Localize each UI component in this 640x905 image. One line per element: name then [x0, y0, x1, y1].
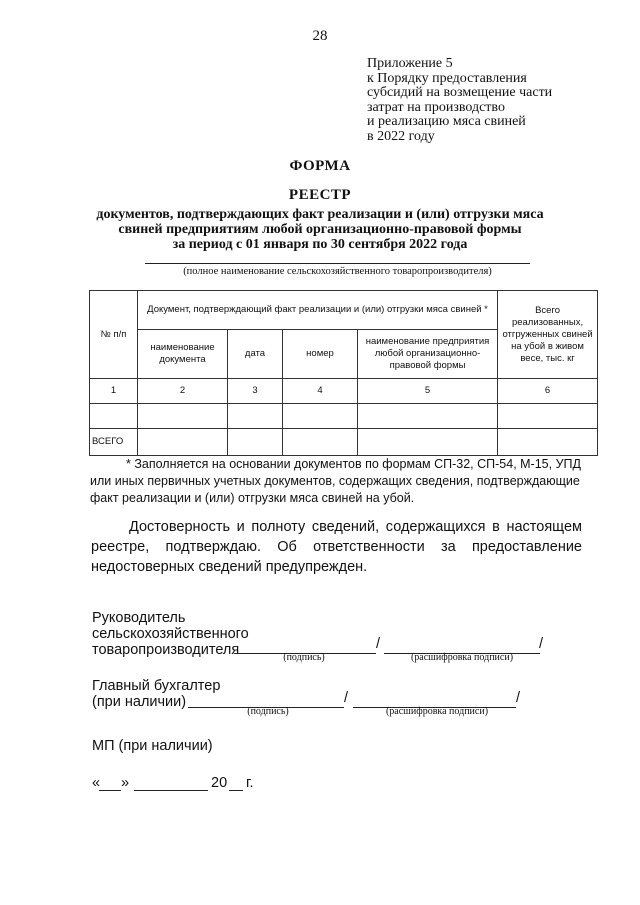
table-cell — [138, 404, 228, 429]
date-year-prefix: 20 — [211, 775, 228, 791]
appendix-line: в 2022 году — [367, 128, 435, 144]
appendix-line: субсидий на возмещение части — [367, 85, 553, 100]
table-cell — [228, 429, 283, 456]
appendix-line: затрат на производство — [367, 99, 505, 115]
accountant-signature-title — [92, 678, 220, 710]
footnote-line: факт реализации и (или) отгрузки мяса свиней на убой. — [90, 491, 415, 505]
header-col-number: № п/п — [90, 291, 138, 379]
accountant-decode-caption: (расшифровка подписи) — [385, 706, 489, 717]
date-year-suffix: г. — [246, 775, 254, 791]
form-label: ФОРМА — [289, 158, 351, 174]
slash: / — [516, 690, 521, 706]
appendix-line: к Порядку предоставления — [367, 70, 527, 86]
header-col-total: Всего реализованных, отгруженных свиней на убой в живом весе, тыс. кг — [498, 291, 598, 379]
table-cell — [90, 404, 138, 429]
accountant-title-line: Главный бухгалтер — [92, 678, 221, 694]
table-cell — [358, 429, 498, 456]
column-number: 4 — [283, 379, 358, 404]
column-number: 2 — [138, 379, 228, 404]
subtitle-line: документов, подтверждающих факт реализации и (или) отгрузки мяса — [96, 207, 544, 222]
header-doc-number: номер — [283, 330, 358, 379]
date-close-quote: » — [121, 775, 130, 791]
total-label: ВСЕГО — [90, 429, 138, 456]
accountant-title-line: (при наличии) — [92, 694, 187, 710]
table-cell — [283, 429, 358, 456]
producer-name-caption: (полное наименование сельскохозяйственного товаропроизводителя) — [183, 266, 492, 277]
column-number-row — [90, 379, 598, 404]
head-decode-caption: (расшифровка подписи) — [410, 652, 514, 663]
column-number: 6 — [498, 379, 598, 404]
total-row — [90, 429, 598, 456]
footnote — [90, 456, 598, 507]
subtitle-line: за период с 01 января по 30 сентября 2022 года — [172, 237, 468, 252]
date-year-line — [229, 790, 243, 791]
column-number: 1 — [90, 379, 138, 404]
date-open-quote: « — [92, 775, 101, 791]
producer-name-line — [145, 263, 530, 264]
slash: / — [344, 690, 349, 706]
table-cell — [498, 404, 598, 429]
table-cell — [358, 404, 498, 429]
header-doc-name: наименование документа — [138, 330, 228, 379]
table-header-row — [90, 291, 598, 330]
table-cell — [228, 404, 283, 429]
accountant-sign-caption: (подпись) — [247, 706, 289, 717]
document-subtitle — [60, 207, 580, 252]
head-title-line: сельскохозяйственного — [92, 626, 249, 642]
document-title: РЕЕСТР — [288, 187, 352, 203]
head-title-line: товаропроизводителя — [92, 642, 240, 658]
header-date: дата — [228, 330, 283, 379]
footnote-line: * Заполняется на основании документов по формам СП-32, СП-54, М-15, УПД — [126, 457, 581, 471]
header-enterprise-name: наименование предприятия любой организационно-правовой формы — [358, 330, 498, 379]
column-number: 5 — [358, 379, 498, 404]
footnote-line: или иных первичных учетных документов, содержащих сведения, подтверждающие — [90, 474, 580, 488]
date-month-line — [134, 790, 208, 791]
table-row — [90, 404, 598, 429]
slash: / — [376, 636, 381, 652]
subtitle-line: свиней предприятиям любой организационно-правовой формы — [118, 222, 522, 237]
registry-table — [89, 290, 598, 456]
header-document-group: Документ, подтверждающий факт реализации и (или) отгрузки мяса свиней * — [138, 291, 498, 330]
confirmation-statement — [91, 517, 582, 577]
appendix-line: Приложение 5 — [367, 56, 453, 71]
confirmation-text: Достоверность и полноту сведений, содержащихся в настоящем реестре, подтверждаю. Об ответственности за предоставление недостоверных сведений предупрежден. — [91, 519, 582, 575]
head-signature-title — [92, 610, 249, 658]
slash: / — [539, 636, 544, 652]
head-title-line: Руководитель — [92, 610, 186, 626]
head-sign-caption: (подпись) — [283, 652, 325, 663]
appendix-line: и реализацию мяса свиней — [367, 114, 526, 129]
appendix-block — [367, 57, 552, 144]
date-day-line — [99, 790, 121, 791]
table-cell — [498, 429, 598, 456]
column-number: 3 — [228, 379, 283, 404]
table-cell — [283, 404, 358, 429]
stamp-label: МП (при наличии) — [92, 738, 213, 754]
table-cell — [138, 429, 228, 456]
page-number: 28 — [312, 28, 328, 44]
